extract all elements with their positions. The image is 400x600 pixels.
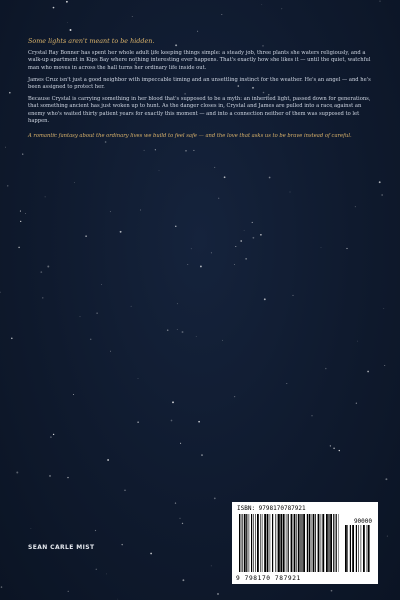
star: [218, 198, 219, 199]
star: [7, 185, 8, 186]
star: [53, 434, 54, 435]
star: [269, 177, 271, 179]
price-code: 90000: [353, 518, 372, 525]
barcode-bar: [270, 514, 271, 572]
blurb-paragraph-2: James Cruz isn't just a good neighbor with impeccable timing and an unsettling instinct for the weather. He's an angel — and he's been assigned to protect her.: [28, 76, 371, 91]
barcode-bar: [309, 514, 311, 572]
barcode-bar: [251, 514, 252, 572]
star: [47, 266, 49, 268]
barcode-bar: [288, 514, 289, 572]
star: [221, 14, 222, 15]
star: [385, 478, 387, 480]
star: [196, 336, 197, 337]
star: [211, 253, 212, 254]
star: [85, 235, 87, 237]
star: [120, 231, 122, 233]
star: [150, 553, 152, 555]
star: [131, 306, 132, 307]
barcode-bar: [315, 514, 316, 572]
barcode-bar: [257, 514, 259, 572]
star: [73, 394, 74, 395]
star: [79, 316, 80, 317]
isbn-digits: 9 798170 787921: [236, 575, 301, 582]
star: [217, 593, 218, 594]
barcode-bar: [358, 525, 359, 572]
star: [333, 448, 335, 450]
star: [105, 141, 107, 143]
star: [339, 450, 340, 451]
star: [18, 247, 20, 249]
barcode-bar: [326, 514, 328, 572]
star: [117, 599, 118, 600]
star: [1, 586, 2, 587]
star: [253, 237, 255, 239]
star: [50, 436, 52, 438]
star: [325, 368, 326, 369]
star: [138, 378, 139, 379]
star: [179, 518, 180, 519]
star: [214, 167, 215, 168]
star: [155, 149, 156, 150]
star: [144, 150, 145, 151]
barcode-bar: [244, 514, 246, 572]
barcode-bar: [253, 514, 254, 572]
star: [96, 569, 97, 570]
blurb-paragraph-1: Crystal Ray Bonner has spent her whole adult life keeping things simple: a steady job, three plants she waters religiously, and a walk-up apartment in Kips Bay where nothing interesting ever happens. That's exactly how she likes it — until the quiet, watchful man who moves in across the hall turns her ordinary life inside out.: [28, 50, 371, 71]
star: [45, 197, 46, 198]
star: [177, 329, 178, 330]
star: [95, 530, 96, 531]
author-name: SEAN CARLE MIST: [28, 544, 95, 551]
barcode-bar: [301, 514, 302, 572]
barcode-bar: [300, 514, 301, 572]
star: [175, 226, 176, 227]
barcode-bar: [322, 514, 324, 572]
star: [312, 415, 313, 416]
star: [9, 92, 11, 94]
barcode-bar: [298, 514, 300, 572]
star: [383, 308, 384, 309]
star: [222, 340, 223, 341]
star: [234, 396, 235, 397]
star: [49, 475, 51, 477]
closing-line: A romantic fantasy about the ordinary lives we build to feel safe — and the love that asks us to be brave instead of careful.: [28, 133, 352, 140]
barcode-bar: [307, 514, 308, 572]
star: [106, 574, 107, 575]
star: [224, 176, 226, 178]
star: [0, 292, 1, 293]
star: [53, 7, 55, 9]
star: [367, 371, 369, 373]
star: [121, 544, 122, 545]
star: [5, 147, 6, 148]
barcode-bar: [368, 525, 370, 572]
barcode-bar: [272, 514, 273, 572]
star: [185, 150, 187, 152]
star: [172, 401, 174, 403]
star: [346, 248, 347, 249]
star: [191, 248, 192, 249]
star: [101, 284, 102, 285]
barcode-bar: [277, 514, 278, 572]
star: [214, 498, 216, 500]
barcode-bar: [361, 525, 362, 572]
star: [180, 443, 181, 444]
barcode-bar: [313, 514, 314, 572]
isbn-barcode: [232, 502, 378, 584]
star: [132, 16, 133, 17]
barcode-bar: [328, 514, 329, 572]
barcode-bar: [336, 514, 337, 572]
star: [177, 303, 178, 304]
barcode-bar: [286, 514, 287, 572]
star: [70, 29, 72, 31]
tagline: Some lights aren't meant to be hidden.: [28, 37, 155, 45]
star: [20, 221, 21, 222]
star: [234, 264, 235, 265]
star: [211, 566, 212, 567]
star: [357, 341, 358, 342]
barcode-bar: [242, 514, 243, 572]
star: [11, 338, 13, 340]
star: [140, 210, 141, 211]
star: [137, 422, 138, 423]
star: [264, 298, 266, 300]
barcode-bar: [283, 514, 285, 572]
barcode-bar: [333, 514, 334, 572]
star: [290, 192, 291, 193]
star: [197, 31, 198, 32]
barcode-bar: [321, 514, 322, 572]
star: [387, 536, 388, 537]
star: [379, 1, 380, 2]
star: [331, 590, 333, 592]
star: [74, 182, 75, 183]
star: [110, 351, 111, 352]
star: [281, 8, 282, 9]
barcode-bar: [347, 525, 348, 572]
barcode-bar: [318, 514, 320, 572]
barcode-bar: [249, 514, 250, 572]
barcode-bar: [255, 514, 256, 572]
star: [31, 528, 32, 529]
star: [321, 247, 322, 248]
barcode-bar: [356, 525, 357, 572]
star: [110, 211, 111, 212]
star: [182, 523, 183, 524]
star: [286, 383, 287, 384]
barcode-bar: [264, 514, 266, 572]
barcode-bar: [296, 514, 297, 572]
barcode-main-bars: [238, 514, 340, 572]
star: [66, 1, 68, 3]
blurb: [28, 38, 376, 140]
barcode-bar: [312, 514, 313, 572]
star: [235, 246, 236, 247]
star: [16, 472, 18, 474]
barcode-bar: [303, 514, 305, 572]
star: [381, 194, 382, 195]
star: [25, 213, 26, 214]
star: [252, 222, 253, 223]
star: [175, 502, 176, 503]
star: [42, 297, 43, 298]
star: [379, 181, 381, 183]
star: [384, 365, 385, 366]
barcode-bar: [345, 525, 347, 572]
star: [167, 329, 169, 331]
star: [201, 454, 202, 455]
star: [187, 264, 188, 265]
barcode-bar: [294, 514, 296, 572]
star: [293, 295, 294, 296]
star: [67, 22, 68, 23]
star: [260, 234, 262, 236]
barcode-bar: [246, 514, 247, 572]
star: [107, 459, 109, 461]
barcode-bar: [291, 514, 293, 572]
barcode-bar: [352, 525, 354, 572]
barcode-bar: [350, 525, 351, 572]
star: [90, 339, 91, 340]
star: [245, 258, 246, 259]
blurb-paragraph-3: Because Crystal is carrying something in her blood that's supposed to be a myth: an inherited light, passed down for generations, that something ancient has just woken up to hunt. As the danger closes in, Crystal and James are pulled into a race against an enemy who's waited thirty patient years for exactly this moment — and into a connection neither of them was supposed to let happen.: [28, 96, 371, 124]
star: [244, 230, 245, 231]
barcode-bar: [278, 514, 280, 572]
star: [22, 153, 23, 154]
star: [240, 240, 242, 242]
star: [159, 170, 160, 171]
star: [20, 211, 21, 212]
star: [198, 421, 200, 423]
star: [193, 150, 194, 151]
barcode-bar: [260, 514, 261, 572]
barcode-bar: [367, 525, 368, 572]
barcode-addon-bars: [344, 525, 372, 572]
star: [68, 591, 69, 592]
barcode-bar: [275, 514, 276, 572]
isbn-label: ISBN: 9798170787921: [237, 505, 306, 512]
star: [124, 490, 125, 491]
barcode-bar: [239, 514, 240, 572]
barcode-bar: [262, 514, 263, 572]
barcode-bar: [241, 514, 242, 572]
star: [171, 420, 173, 422]
star: [182, 331, 184, 333]
barcode-bar: [363, 525, 365, 572]
barcode-bar: [267, 514, 269, 572]
barcode-bar: [280, 514, 282, 572]
star: [355, 206, 356, 207]
star: [200, 265, 202, 267]
star: [261, 4, 262, 5]
star: [40, 271, 42, 273]
star: [182, 579, 184, 581]
star: [96, 313, 97, 314]
star: [67, 477, 68, 478]
star: [330, 445, 331, 446]
star: [356, 403, 357, 404]
barcode-bar: [330, 514, 332, 572]
